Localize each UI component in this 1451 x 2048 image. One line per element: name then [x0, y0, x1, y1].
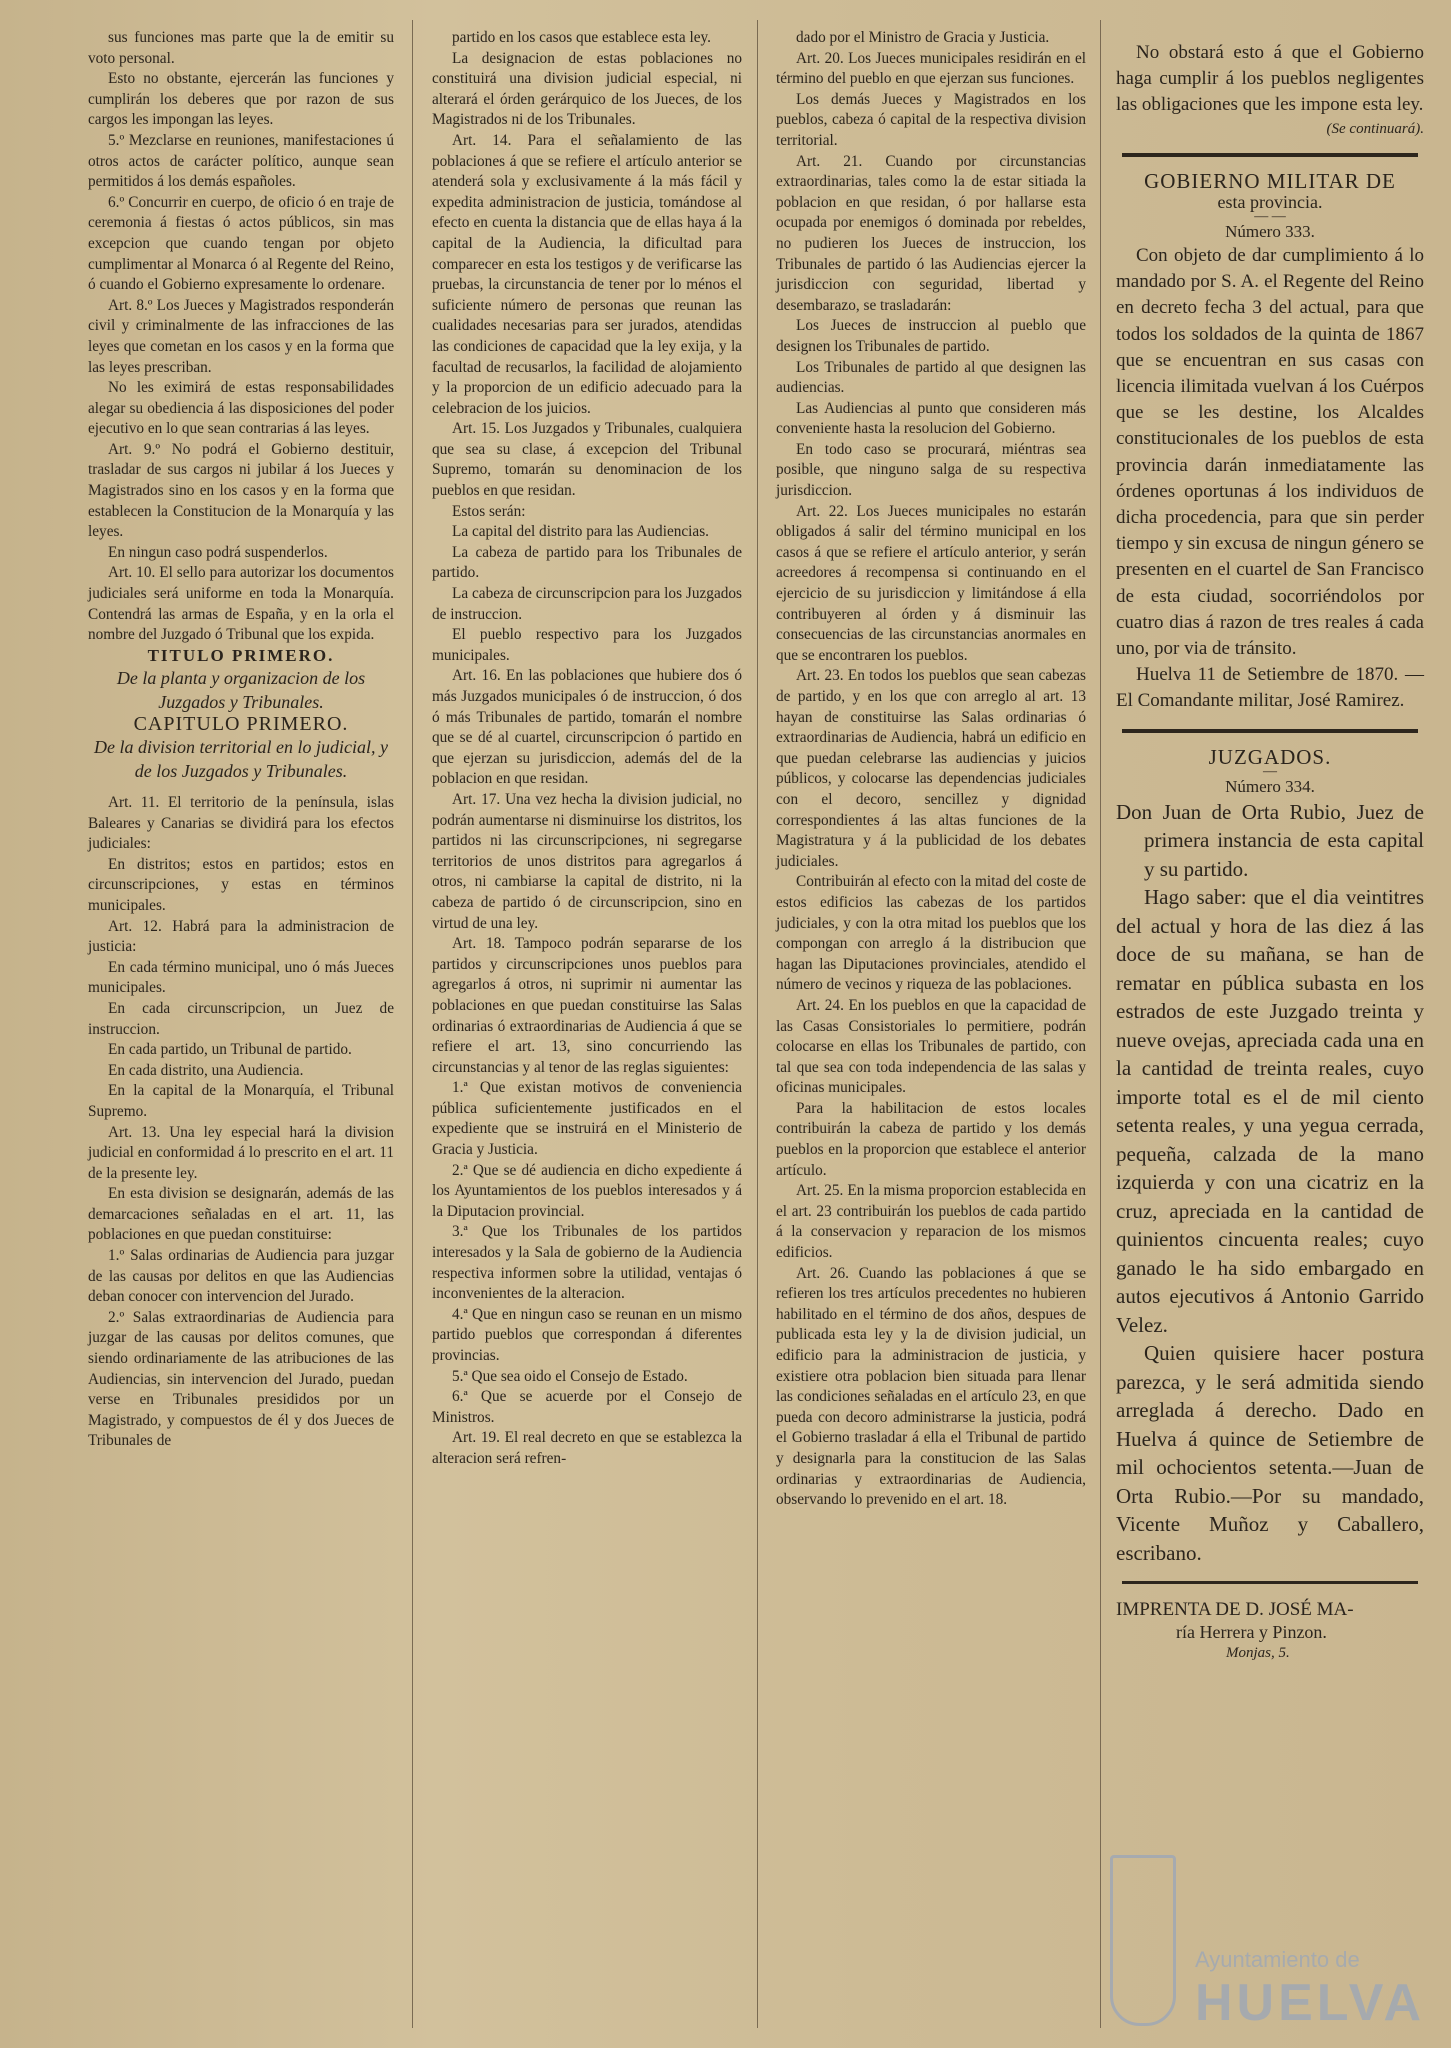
article-paragraph: Art. 23. En todos los pueblos que sean cabezas de partido, y en los que con arreglo al art. 13 hayan de constituirse las Salas ordinarias ó extraordinarias de Audiencia, habrá un edificio en que puedan celebrarse las audiencias y juicios públicos, y colocarse las dependencias judiciales con el decoro, sencillez y dignidad correspondientes á las altas funciones de la Magistratura y á la publicidad de los debates judiciales. — [776, 667, 1086, 870]
article-paragraph: Los Tribunales de partido al que designen las audiencias. — [776, 358, 1086, 397]
coat-of-arms-icon — [1110, 1855, 1176, 2026]
section-divider — [1122, 1581, 1418, 1584]
gobierno-heading: GOBIERNO MILITAR DE — [1144, 169, 1396, 194]
column-1 — [88, 28, 394, 1452]
titulo-subheading: De la planta y organizacion de los Juzgados y Tribunales. — [116, 668, 366, 713]
article-paragraph: 2.º Salas extraordinarias de Audiencia para juzgar de las causas por delitos comunes, que siendo ordinariamente de las atribuciones de las Audiencias, sin intervencion del Jurado, puedan verse en Tribunales presididos por un Magistrado, y compuestos de él y dos Jueces de Tribunales de — [88, 1308, 394, 1450]
article-paragraph: En esta division se designarán, además de las demarcaciones señaladas en el art. 11, las poblaciones en que puedan constituirse: — [88, 1185, 394, 1244]
capitulo-subheading: De la division territorial en lo judicial, y de los Juzgados y Tribunales. — [94, 737, 388, 781]
watermark-big-text: HUELVA — [1195, 1974, 1426, 2032]
article-paragraph: Los demás Jueces y Magistrados en los pueblos, cabeza ó capital de la respectiva division territorial. — [776, 90, 1086, 149]
edict-closing: Quien quisiere hacer postura parezca, y le será admitida siendo arreglada á derecho. Dado en Huelva á quince de Setiembre de mil ochocientos setenta.—Juan de Orta Rubio.—Por su mandado, Vicente Muñoz y Caballero, escribano. — [1116, 1341, 1424, 1565]
article-paragraph: Art. 19. El real decreto en que se establezca la alteracion será refren- — [432, 1429, 742, 1467]
article-paragraph: Art. 8.º Los Jueces y Magistrados responderán civil y criminalmente de las infracciones de las leyes que cometan en los casos y en la forma que las leyes prescriban. — [88, 296, 394, 376]
article-paragraph: 4.ª Que en ningun caso se reunan en un mismo partido pueblos que correspondan á diferentes provincias. — [432, 1305, 742, 1364]
article-paragraph: 6.º Concurrir en cuerpo, de oficio ó en traje de ceremonia á fiestas ó actos públicos, sin mas excepcion que cuando tengan por objeto cumplimentar al Monarca ó al Regente del Reino, ó cuando el Gobierno expresamente lo ordenare. — [88, 193, 394, 294]
article-paragraph: Art. 24. En los pueblos en que la capacidad de las Casas Consistoriales lo permitiere, podrán colocarse en ellas los Tribunales de partido, con tal que sea con toda independencia de las salas y oficinas municipales. — [776, 996, 1086, 1097]
article-paragraph: 1.º Salas ordinarias de Audiencia para juzgar de las causas por delitos en que las Audiencias deban conocer con intervencion del Jurado. — [88, 1247, 394, 1306]
edict-body: Hago saber: que el dia veintitres del actual y hora de las diez á las doce de su mañana, se han de rematar en pública subasta en los estrados de este Juzgado treinta y nueve ovejas, apreciada cada una en la cantidad de treinta reales, cuyo importe total es el de mil ciento setenta reales, y una yegua cerrada, pequeña, calzada de la mano izquierda y con una cicatriz en la cruz, apreciada en la cantidad de quinientos cincuenta reales; cuyo ganado le ha sido embargado en autos ejecutivos á Antonio Garrido Velez. — [1116, 885, 1424, 1337]
article-paragraph: En cada circunscripcion, un Juez de instruccion. — [88, 999, 394, 1038]
imprint-line-2: ría Herrera y Pinzon. — [1176, 1622, 1327, 1643]
continuara-note: (Se continuará). — [1326, 120, 1424, 137]
article-paragraph: Art. 13. Una ley especial hará la division judicial en conformidad á lo prescrito en el art. 11 de la presente ley. — [88, 1123, 394, 1182]
article-paragraph: El pueblo respectivo para los Juzgados municipales. — [432, 626, 742, 664]
column-rule — [1100, 20, 1101, 2028]
gobierno-notice: Con objeto de dar cumplimiento á lo mandado por S. A. el Regente del Reino en decreto fecha 3 del actual, para que todos los soldados de la quinta de 1867 que se encuentran en sus casas con licencia ilimitada vuelvan á los Cuérpos que se les destine, los Alcaldes constitucionales de los pueblos de esta provincia darán inmediatamente las órdenes oportunas á los individuos de dicha procedencia, para que sin perder tiempo y sin excusa de ningun género se presenten en el cuartel de San Francisco de esta ciudad, socorriéndolos por cuatro dias á razon de tres reales á cada uno, por via de tránsito. — [1116, 244, 1424, 660]
watermark-small-text: Ayuntamiento de — [1195, 1947, 1360, 1972]
gobierno-signature: Huelva 11 de Setiembre de 1870. —El Comandante militar, José Ramirez. — [1116, 664, 1424, 712]
article-paragraph: Contribuirán al efecto con la mitad del coste de estos edificios las cabezas de los partidos judiciales, y con la otra mitad los pueblos que los compongan con arreglo á la distribucion que hagan las Diputaciones provinciales, atendido el número de vecinos y riqueza de las poblaciones. — [776, 873, 1086, 994]
article-paragraph: 5.ª Que sea oido el Consejo de Estado. — [452, 1367, 688, 1385]
column-rule — [412, 20, 413, 2028]
article-paragraph: En distritos; estos en partidos; estos en circunscripciones, y estas en términos municipales. — [88, 855, 394, 914]
article-paragraph: Para la habilitacion de estos locales contribuirán la cabeza de partido y los demás pueblos en la proporcion que establece el anterior artículo. — [776, 1099, 1086, 1179]
article-paragraph: Esto no obstante, ejercerán las funciones y cumplirán los deberes que por razon de sus cargos les impongan las leyes. — [88, 70, 394, 129]
article-paragraph: Art. 25. En la misma proporcion establecida en el art. 23 contribuirán los pueblos de cada partido á la conservacion y reparacion de los mismos edificios. — [776, 1182, 1086, 1262]
column-3 — [776, 28, 1086, 1511]
article-paragraph: En cada término municipal, uno ó más Jueces municipales. — [88, 958, 394, 997]
column-rule — [757, 20, 758, 2028]
article-paragraph: Art. 22. Los Jueces municipales no estarán obligados á salir del término municipal en los casos á que se refiere el artículo anterior, y serán acreedores á recompensa si continuando en el ejercicio de su jurisdiccion y limitándose á ella contribuyeren al órden y á disminuir las consecuencias de las circunstancias anormales en que se encontraren los pueblos. — [776, 502, 1086, 664]
column-4: No obstará esto á que el Gobierno haga cumplir á los pueblos negligentes las obligaciones que les impone esta ley. (Se continuará). GOBIERNO MILITAR DE esta provincia. — — Número 333. Con objeto de dar cumplimiento á lo mandado por S. A. el Regente del Reino en decreto fecha 3 del actual, para que todos los soldados de la quinta de 1867 que se encuentran en sus casas con licencia ilimitada vuelvan á los Cuérpos que se les destine, los Alcaldes constitucionales de los pueblos de esta provincia darán inmediatamente las órdenes oportunas á los individuos de dicha procedencia, para que sin perder tiempo y sin excusa de ningun género se presenten en el cuartel de San Francisco de esta ciudad, socorriéndolos por cuatro dias á razon de tres reales á cada uno, por via de tránsito. Huelva 11 de Setiembre de 1870. —El Comandante militar, José Ramirez. JUZGADOS. — Número 334. Don Juan de Orta Rubio, Juez de primera instancia de esta capital y su partido. Hago saber: que el dia veintitres del actual y hora de las diez á las doce de su mañana, se han de rematar en pública subasta en los estrados de este Juzgado treinta y nueve ovejas, apreciada cada una en la cantidad de treinta reales, cuyo importe total es el de mil ciento setenta reales, y una yegua cerrada, pequeña, calzada de la mano izquierda y con una cicatriz en la cruz, apreciada en la cantidad de quinientos cincuenta reales; cuyo ganado le ha sido embargado en autos ejecutivos á Antonio Garrido Velez. Quien quisiere hacer postura parezca, y le será admitida siendo arreglada á derecho. Dado en Huelva á quince de Setiembre de mil ochocientos setenta.—Juan de Orta Rubio.—Por su mandado, Vicente Muñoz y Caballero, escribano. IMPRENTA DE D. JOSÉ MA- ría Herrera y Pinzon. Monjas, 5. — [1116, 40, 1424, 1664]
article-paragraph: Las Audiencias al punto que consideren más conveniente hasta la resolucion del Gobierno. — [776, 399, 1086, 438]
article-paragraph: En cada partido, un Tribunal de partido. — [108, 1041, 352, 1059]
article-paragraph: Art. 26. Cuando las poblaciones á que se refieren los tres artículos precedentes no hubieren habilitado en el término de dos años, despues de publicada esta ley y la de division judicial, un edificio para la administracion de justicia, y existiere otra poblacion bien situada para llenar las condiciones señaladas en el artículo 23, en que pueda con decoro administrarse la justicia, podrá el Gobierno trasladar á ella el Tribunal de partido y designarla para la constitucion de las Salas ordinarias y extraordinarias de Audiencia, observando lo prevenido en el art. 18. — [776, 1264, 1086, 1509]
titulo-heading: TITULO PRIMERO. — [147, 645, 335, 665]
article-paragraph: Art. 15. Los Juzgados y Tribunales, cualquiera que sea su clase, á excepcion del Tribunal Supremo, tomarán su denominacion de los pueblos en que residan. — [432, 420, 742, 500]
article-paragraph: Los Jueces de instruccion al pueblo que designen los Tribunales de partido. — [776, 317, 1086, 355]
article-paragraph: Art. 16. En las poblaciones que hubiere dos ó más Juzgados municipales ó de instruccion, ó dos ó más Tribunales de partido, tomarán el nombre que se dé al cuartel, circunscripcion ó partido en que ejerzan su jurisdiccion, además del de la poblacion en que residan. — [432, 667, 742, 788]
imprint-line-3: Monjas, 5. — [1226, 1644, 1290, 1661]
article-paragraph: Art. 18. Tampoco podrán separarse de los partidos y circunscripciones unos pueblos para agregarlos á otros, ni suprimir ni aumentar las poblaciones en que puedan constituirse las Salas ordinarias ó extraordinarias de Audiencia á que se refiere el art. 13, sino concurriendo las circunstancias y al tenor de las reglas siguientes: — [432, 935, 742, 1076]
section-divider — [1122, 729, 1418, 733]
article-paragraph: dado por el Ministro de Gracia y Justicia. — [796, 29, 1050, 46]
article-paragraph: Art. 17. Una vez hecha la division judicial, no podrán aumentarse ni disminuirse los distritos, los partidos ni las circunscripciones, ni segregarse territorios de unos distritos para agregarlos á otros, ni cambiarse la capital de distrito, ni la cabeza de partido ó de circunscripcion, sino en virtud de una ley. — [432, 790, 742, 932]
article-paragraph: En la capital de la Monarquía, el Tribunal Supremo. — [88, 1082, 394, 1120]
article-paragraph: 3.ª Que los Tribunales de los partidos interesados y la Sala de gobierno de la Audiencia respectiva informen sobre la utilidad, ventajas ó inconvenientes de la alteracion. — [432, 1223, 742, 1303]
juzgados-heading: JUZGADOS. — [1208, 744, 1332, 769]
article-paragraph: Art. 9.º No podrá el Gobierno destituir, trasladar de sus cargos ni jubilar á los Jueces y Magistrados sino en los casos y en la forma que establecen la Constitucion de la Monarquía y las leyes. — [88, 440, 394, 541]
article-paragraph: La cabeza de partido para los Tribunales de partido. — [432, 543, 742, 582]
section-divider — [1122, 153, 1418, 157]
capitulo-heading: CAPITULO PRIMERO. — [133, 713, 349, 736]
gobierno-subheading: esta provincia. — [1217, 191, 1323, 212]
article-paragraph: sus funciones mas parte que la de emitir su voto personal. — [88, 29, 394, 67]
article-paragraph: 5.º Mezclarse en reuniones, manifestaciones ú otros actos de carácter político, aunque sean permitidos á los demás españoles. — [88, 131, 394, 191]
article-paragraph: La designacion de estas poblaciones no constituirá una division judicial especial, ni alterará el órden gerárquico de los Jueces, de los Magistrados ni de los Tribunales. — [432, 49, 742, 129]
article-paragraph: 2.ª Que se dé audiencia en dicho expediente á los Ayuntamientos de los pueblos interesados y á la Diputacion provincial. — [432, 1161, 742, 1220]
column-2 — [432, 28, 742, 1470]
article-paragraph: Art. 21. Cuando por circunstancias extraordinarias, tales como la de estar sitiada la poblacion en que residan, ó por hallarse esta ocupada por enemigos ó dominada por rebeldes, no pudieren los Jueces de instruccion, los Tribunales de partido ó las Audiencias ejercer la jurisdiccion con seguridad, libertad y desembarazo, se trasladarán: — [776, 152, 1086, 314]
article-paragraph: En cada distrito, una Audiencia. — [108, 1061, 304, 1079]
article-paragraph: La capital del distrito para las Audiencias. — [452, 523, 709, 541]
article-paragraph: No les eximirá de estas responsabilidades alegar su obediencia á las disposiciones del poder ejecutivo en lo que sean contrarias á las leyes. — [88, 379, 394, 438]
article-paragraph: Art. 12. Habrá para la administracion de justicia: — [88, 917, 394, 956]
article-paragraph: En todo caso se procurará, miéntras sea posible, que ninguno salga de su respectiva jurisdiccion. — [776, 440, 1086, 500]
article-paragraph: 6.ª Que se acuerde por el Consejo de Ministros. — [432, 1388, 742, 1426]
article-paragraph: Estos serán: — [452, 502, 526, 520]
juzgados-number: Número 334. — [1225, 777, 1315, 797]
article-paragraph: Art. 20. Los Jueces municipales residirán en el término del pueblo en que ejerzan sus funciones. — [776, 49, 1086, 88]
article-paragraph: En ningun caso podrá suspenderlos. — [108, 543, 328, 561]
archive-watermark — [1110, 1855, 1440, 2030]
article-paragraph: La cabeza de circunscripcion para los Juzgados de instruccion. — [432, 585, 742, 623]
edict-heading: Don Juan de Orta Rubio, Juez de primera instancia de esta capital y su partido. — [1116, 799, 1424, 881]
article-paragraph: partido en los casos que establece esta ley. — [452, 29, 711, 46]
imprint-line-1: IMPRENTA DE D. JOSÉ MA- — [1116, 1599, 1354, 1621]
article-paragraph: Art. 11. El territorio de la península, islas Baleares y Canarias se dividirá para los efectos judiciales: — [88, 794, 394, 853]
law-closing-paragraph: No obstará esto á que el Gobierno haga cumplir á los pueblos negligentes las obligaciones que les impone esta ley. — [1116, 42, 1424, 116]
article-paragraph: 1.ª Que existan motivos de conveniencia pública suficientemente justificados en el expediente que se instruirá en el Ministerio de Gracia y Justicia. — [432, 1079, 742, 1159]
gobierno-number: Número 333. — [1225, 222, 1315, 242]
article-paragraph: Art. 14. Para el señalamiento de las poblaciones á que se refiere el artículo anterior se atenderá sola y exclusivamente á la más fácil y expedita administracion de justicia, tomándose al efecto en cuenta la distancia que de ellas haya á la capital de la Audiencia, la dificultad para comparecer en esta los testigos y de verificarse las pruebas, la circunstancia de tener por lo ménos el suficiente número de personas que reunan las cualidades necesarias para ser jurados, atendidas las condiciones de capacidad que la ley exija, y la facultad de recusarlos, la facilidad de alojamiento y la proporcion de un edificio adecuado para la celebracion de los juicios. — [432, 131, 742, 417]
article-paragraph: Art. 10. El sello para autorizar los documentos judiciales será uniforme en toda la Monarquía. Contendrá las armas de España, y en la orla el nombre del Juzgado ó Tribunal que los expida. — [88, 564, 394, 644]
